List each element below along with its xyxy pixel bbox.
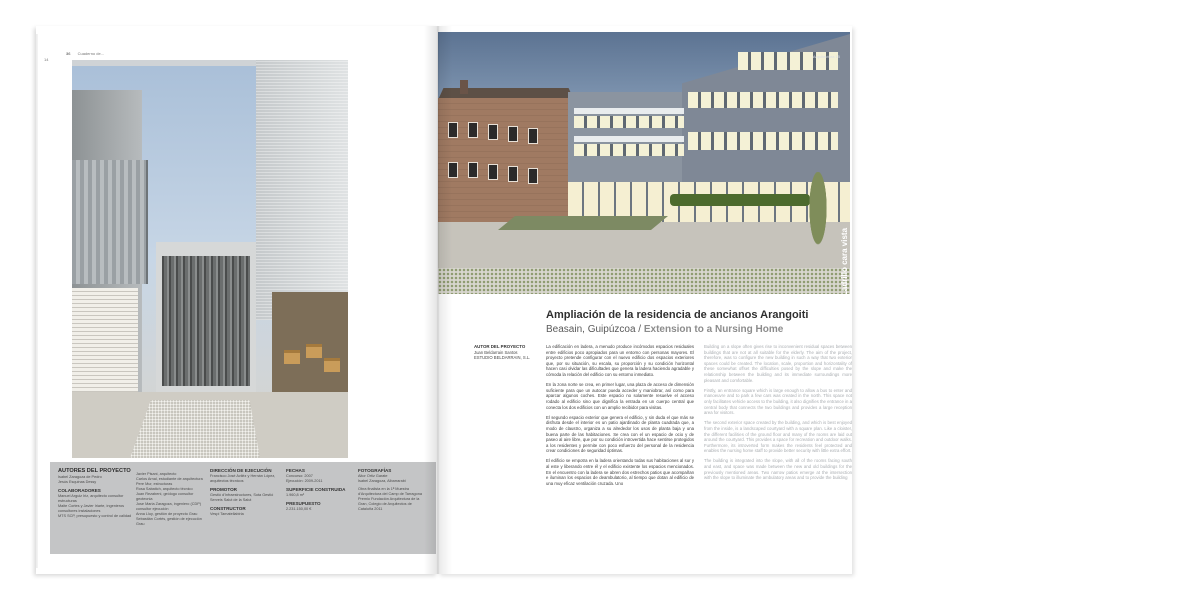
credits-authors: Isabel Zaragoza de Pedro Jesús Esquinas Dessy [58, 475, 102, 484]
body-paragraph: Firstly, an entrance square which is large enough to allow a bus to enter and manoeuvre and to park a few cars was created in the north. This space not only facilitates vehicle access to the building, it also dignifies the entrance in a central body that connects the two buildings and provides a large reception area for visitors. [704, 387, 852, 416]
credits-column-2 [136, 472, 206, 527]
credits-title: AUTORES DEL PROYECTO [58, 468, 131, 474]
running-head [66, 51, 104, 56]
folio-right: Arquitectura 15 [812, 54, 840, 59]
body-paragraph: El edificio se empotra en la ladera orientando todas sus habitaciones al sur y al este y liberando entre él y el edificio existente los espacios mencionados. En el encuentro con la ladera se abren dos estrechos patios que acompañan e iluminan los espacios de deambulatorio, al tiempo que dotan al edificio de una muy eficaz ventilación cruzada. Uno [546, 458, 694, 486]
author-line: ESTUDIO BELDARRAIN, S.L. [474, 355, 531, 361]
body-paragraph: The building is integrated into the slope, with all of the rooms facing south and east, and space was made between the new and old buildings for the previously mentioned areas. Two narrow patios emerge at the intersection with the slope to illuminate the ambulatory areas and to provide the building [704, 458, 852, 481]
running-head-text: Cuaderno de... [77, 51, 105, 56]
credits-text: 1.960,8 m² [286, 493, 305, 497]
project-credits-panel [50, 462, 436, 554]
credits-text: Javier Pisani, arquitecto Carlos Arnal, estudiante de arquitectura Pere Mur, estructuras Rosa Sabatich, arquitecto técnico Juan Rezabeni, geólogo consultor geotecnia Jose Maria Zaragoza, ingeniero (CDP) consultor ejecución Anna Lluy, gestión de proyecto Grau Sebastián Cortés, gestión de ejecución Grau [136, 472, 203, 526]
folio-number: 14 [44, 57, 49, 62]
credits-head: PRESUPUESTO [286, 501, 321, 506]
body-paragraph: La edificación en ladera, a menudo produce incómodos espacios residuales entre edificios poco apropiados para un entorno con personas mayores. El proyecto pretende configurar con el nuevo edificio dos espacios exteriores que, por su situación, su escala, su proporción y su condición horizontal hacen casi olvidar las dificultades que genera la ladera haciendo agradable y cómoda la relación del edificio con su entorno inmediato. [546, 344, 694, 377]
subtitle-english: Extension to a Nursing Home [643, 324, 784, 335]
page-stack-edge [36, 34, 38, 568]
credits-column-4 [286, 468, 352, 515]
credits-column-1 [58, 468, 132, 519]
courtyard-photo [72, 60, 348, 458]
article-subtitle [546, 324, 783, 335]
author-line: Juan Beldarrain Santos [474, 350, 518, 355]
author-credit [474, 344, 540, 361]
credits-column-3 [210, 468, 280, 520]
body-paragraph: El segundo espacio exterior que genera el edificio, y sin duda el que más se disfruta desde el interior es un patio ajardinado de planta cuadrada que, a modo de claustro, organiza a su alrededor los usos de planta baja y una buena parte de las habitaciones. Se crea con el un espacio de ocio y de paseo al aire libre, que por su condición introvertida hace sentirse protegidos a los residentes y permite con poco esfuerzo del personal de la residencia crear condiciones de seguridad óptimas. [546, 414, 694, 454]
author-head: AUTOR DEL PROYECTO [474, 344, 526, 349]
credits-text: 2.231.150,00 € [286, 507, 312, 511]
spanish-text-column [546, 344, 694, 491]
credits-text: Obra finalista en la 1ª Muestra d'Arquitectura del Camp de Tarragona Premio Fundación Arquitectura de la Gran, Colegio de Arquitectos de Cataluña 2011 [358, 487, 422, 511]
vertical-section-label [840, 196, 852, 296]
article-title: Ampliación de la residencia de ancianos Arangoiti [546, 309, 809, 321]
credits-head: SUPERFICIE CONSTRUIDA [286, 487, 346, 492]
credits-text: Manuel Arguiz Iriz, arquitecto consultor estructuras Maite Cortes y Javier Iriarte, ingenieros consultores instalaciones MTS SCP, presupuesto y control de calidad [58, 494, 132, 518]
body-paragraph: En la zona norte se crea, en primer lugar, una plaza de acceso de dimensión suficiente para que un autocar pueda acceder y maniobrar, así como para aparcar algunos coches. Este espacio no solamente resuelve el acceso rodado al edificio sino que dignifica la entrada en un cuerpo central que conecta los dos edificios con un amplio recibidor para visitas. [546, 382, 694, 410]
credits-column-5 [358, 468, 428, 515]
body-paragraph: Building on a slope often gives rise to inconvenient residual spaces between buildings that are not at all suitable for the elderly. The aim of the project, therefore, was to configure the new building in such a way that two exterior spaces could be created. The location, scale, proportion and horizontality of these somewhat offset the difficulties posed by the slope and make the relationship between the building and its immediate surroundings more pleasant and comfortable. [704, 344, 852, 383]
vertical-label-text: Ladrillo cara vista [840, 227, 849, 296]
magazine-spread [36, 26, 852, 574]
credits-head: DIRECCIÓN DE EJECUCIÓN [210, 468, 272, 473]
running-head-number: 36 [66, 51, 71, 56]
credits-text: Concurso: 2007 Ejecución: 2009-2011 [286, 474, 323, 483]
right-page [438, 26, 852, 574]
credits-text: Vespi Tamatellabiria [210, 512, 244, 516]
credits-head: COLABORADORES [58, 488, 101, 493]
credits-head: PROMOTOR [210, 487, 237, 492]
body-paragraph: The second exterior space created by the building, and which is best enjoyed from the inside, is a landscaped courtyard with a square plan. Like a cloister, the different facilities of the ground floor and many of the rooms are laid out around the courtyard. This provides a space for recreation and outdoor walks. Furthermore, its introverted form makes the residents feel protected and enables the nursing home staff to provide better security with little extra effort. [704, 420, 852, 454]
credits-head: FECHAS [286, 468, 305, 473]
credits-head: CONSTRUCTOR [210, 506, 246, 511]
left-page [36, 26, 438, 574]
english-text-column [704, 344, 852, 485]
subtitle-place: Beasain, Guipúzcoa / [546, 324, 642, 335]
credits-head: FOTOGRAFÍAS [358, 468, 392, 473]
nursing-home-photo [438, 32, 850, 294]
credits-text: Gestió d'Infraestructures, Sota Gestió Serveis Salut de la Salut [210, 493, 274, 502]
credits-text: Aitor Ortiz Garate Isabel Zaragoza, Albarrarabi [358, 474, 406, 483]
credits-text: Francisco José Aviléz y Hernán López, arquitectos técnicos [210, 474, 276, 483]
